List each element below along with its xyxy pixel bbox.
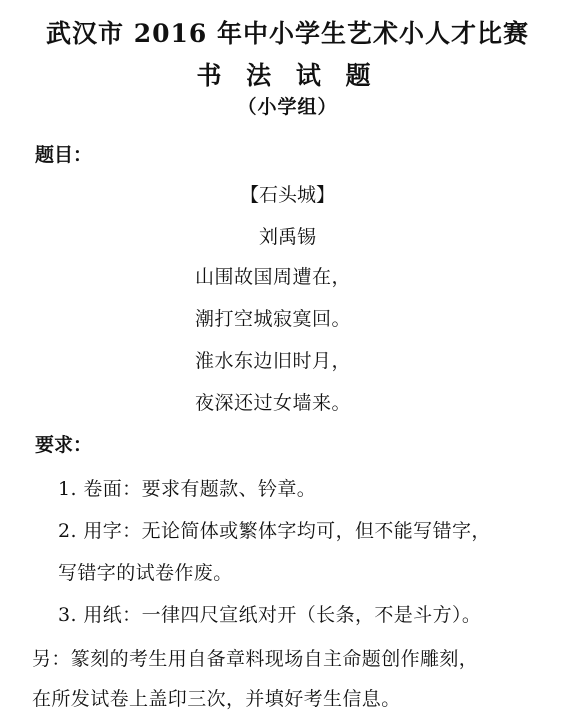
requirement-item-3: 3. 用纸：一律四尺宣纸对开（长条，不是斗方）。 (58, 604, 482, 626)
seal-carving-note-continued: 在所发试卷上盖印三次，并填好考生信息。 (32, 688, 401, 710)
requirement-item-1: 1. 卷面：要求有题款、钤章。 (58, 478, 317, 500)
seal-carving-note: 另：篆刻的考生用自备章料现场自主命题创作雕刻， (32, 648, 479, 670)
document-subtitle: 书 法 试 题 (196, 61, 379, 90)
poem-author: 刘禹锡 (258, 226, 316, 248)
requirement-item-2-continued: 写错字的试卷作废。 (58, 562, 233, 584)
poem-line: 山围故国周遭在， (195, 266, 352, 288)
poem-title: 【石头城】 (239, 184, 335, 206)
topic-heading: 题目： (35, 144, 93, 166)
poem-line: 淮水东边旧时月， (195, 350, 352, 372)
requirements-heading: 要求： (35, 434, 93, 456)
poem-line: 夜深还过女墙来。 (195, 392, 352, 414)
poem-line: 潮打空城寂寞回。 (195, 308, 352, 330)
group-label: （小学组） (237, 96, 338, 118)
document-title: 武汉市 2016 年中小学生艺术小人才比赛 (46, 19, 529, 48)
requirement-item-2: 2. 用字：无论简体或繁体字均可，但不能写错字， (58, 520, 491, 542)
